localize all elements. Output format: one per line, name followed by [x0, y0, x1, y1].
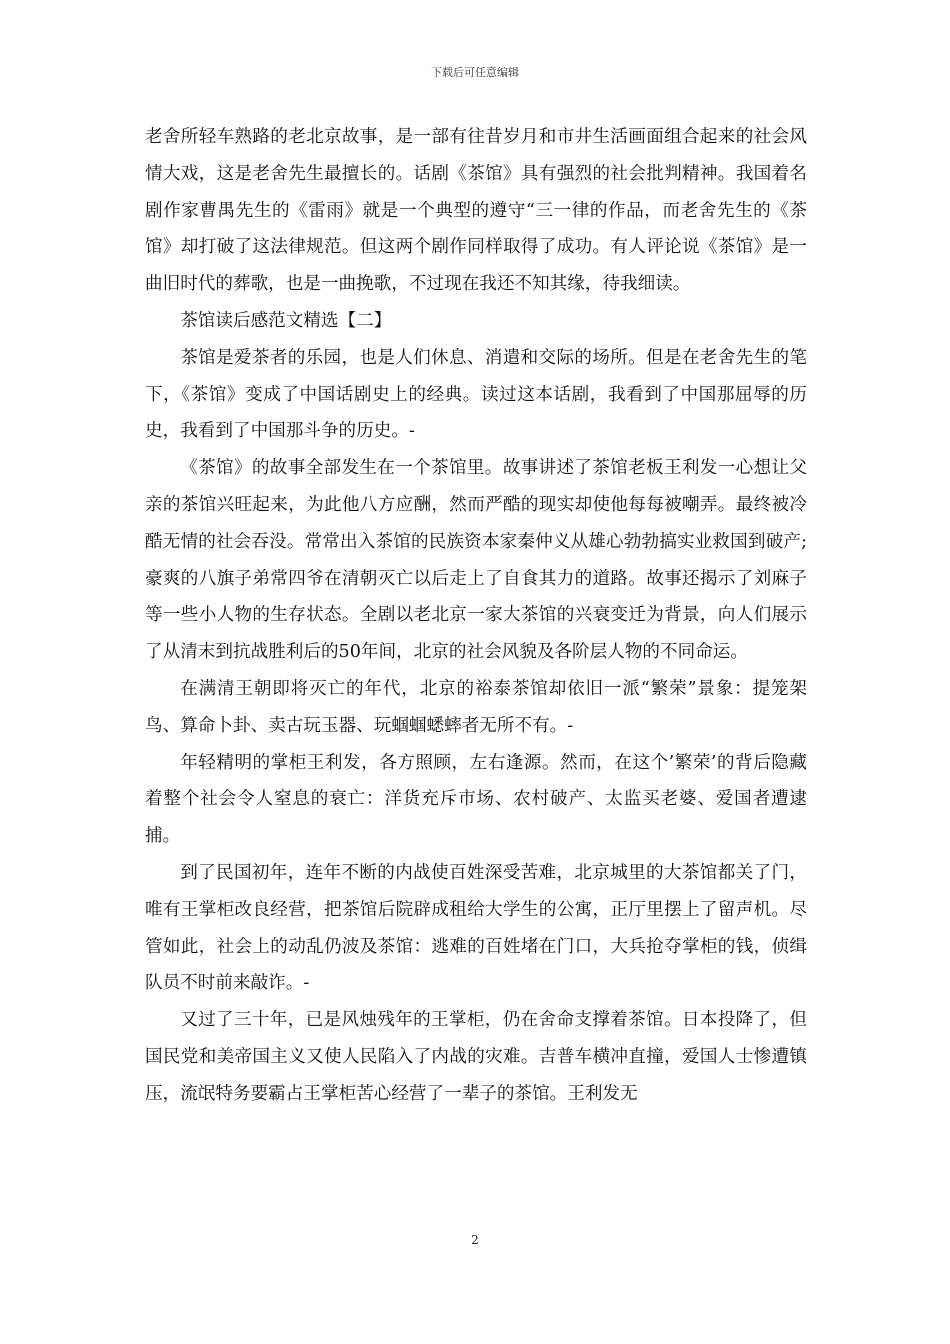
section-heading: 茶馆读后感范文精选【二】 — [180, 310, 392, 331]
document-body — [145, 119, 807, 1113]
paragraph: 年轻精明的掌柜王利发，各方照顾，左右逢源。然而，在这个’繁荣’的背后隐藏着整个社会令人窒息的衰亡：洋货充斥市场、农村破产、太监买老婆、爱国者遭逮捕。 — [145, 752, 807, 847]
paragraph: 又过了三十年，已是风烛残年的王掌柜，仍在舍命支撑着茶馆。日本投降了，但国民党和美帝国主义又使人民陷入了内战的灾难。吉普车横冲直撞，爱国人士惨遭镇压，流氓特务要霸占王掌柜苦心经营了一辈子的茶馆。王利发无 — [145, 1010, 807, 1104]
paragraph-continued: 老舍所轻车熟路的老北京故事，是一部有往昔岁月和市井生活画面组合起来的社会风情大戏，这是老舍先生最擅长的。话剧《茶馆》具有强烈的社会批判精神。我国着名剧作家曹禺先生的《雷雨》就是一个典型的遵守“三一律的作品，而老舍先生的《茶馆》却打破了这法律规范。但这两个剧作同样取得了成功。有人评论说《茶馆》是一曲旧时代的葬歌，也是一曲挽歌，不过现在我还不知其缘，待我细读。 — [145, 127, 807, 295]
page-header: 下载后可任意编辑 — [431, 66, 519, 79]
paragraph: 到了民国初年，连年不断的内战使百姓深受苦难，北京城里的大茶馆都关了门，唯有王掌柜改良经营，把茶馆后院辟成租给大学生的公寓，正厅里摆上了留声机。尽管如此，社会上的动乱仍波及茶馆：逃难的百姓堵在门口，大兵抢夺掌柜的钱，侦缉队员不时前来敲诈。- — [145, 862, 807, 994]
page-number: 2 — [471, 1233, 479, 1247]
paragraph: 在满清王朝即将灭亡的年代，北京的裕泰茶馆却依旧一派“繁荣”景象：提笼架鸟、算命卜卦、卖古玩玉器、玩蝈蝈蟋蟀者无所不有。- — [145, 678, 807, 736]
paragraph: 茶馆是爱茶者的乐园，也是人们休息、消遣和交际的场所。但是在老舍先生的笔下，《茶馆》变成了中国话剧史上的经典。读过这本话剧，我看到了中国那屈辱的历史，我看到了中国那斗争的历史。- — [145, 347, 807, 442]
paragraph: 《茶馆》的故事全部发生在一个茶馆里。故事讲述了茶馆老板王利发一心想让父亲的茶馆兴旺起来，为此他八方应酬，然而严酷的现实却使他每每被嘲弄。最终被冷酷无情的社会吞没。常常出入茶馆的民族资本家秦仲义从雄心勃勃搞实业救国到破产;豪爽的八旗子弟常四爷在清朝灭亡以后走上了自食其力的道路。故事还揭示了刘麻子等一些小人物的生存状态。全剧以老北京一家大茶馆的兴衰变迁为背景，向人们展示了从清末到抗战胜利后的50年间，北京的社会风貌及各阶层人物的不同命运。 — [145, 458, 807, 663]
